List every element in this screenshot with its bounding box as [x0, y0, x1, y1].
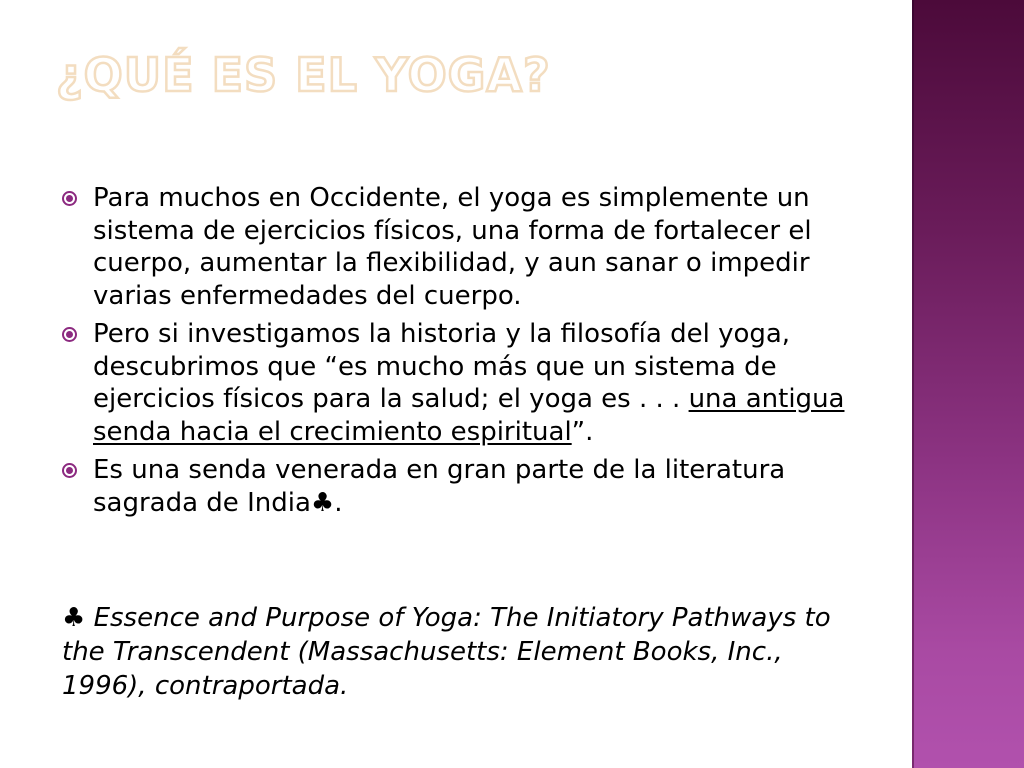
bullet-text-3-after: .	[334, 487, 343, 518]
bullet-text-2-underlined: una antigua senda hacia el crecimiento espiritual	[93, 384, 845, 447]
bullet-item-2	[62, 318, 852, 448]
footnote-text: Essence and Purpose of Yoga: The Initiatory Pathways to the Transcendent (Massachusetts: Element Books, Inc., 1996), contraportada.	[62, 603, 831, 701]
slide-title: ¿QUÉ ES EL YOGA?	[56, 48, 551, 102]
bullet-text-2-after: ”.	[571, 416, 594, 447]
club-icon: ♣	[310, 487, 335, 518]
sidebar-edge	[912, 0, 914, 768]
bullet-list	[62, 182, 852, 525]
bullet-text-1: Para muchos en Occidente, el yoga es simplemente un sistema de ejercicios físicos, una forma de fortalecer el cuerpo, aumentar la flexibilidad, y aun sanar o impedir varias enfermedades del cuerpo.	[93, 183, 812, 311]
bullet-item-3	[62, 454, 852, 519]
decorative-sidebar	[912, 0, 1024, 768]
bullet-item-1	[62, 182, 852, 312]
footnote	[62, 601, 852, 703]
circle-bullet-icon	[62, 191, 77, 206]
bullet-text-3-before: Es una senda venerada en gran parte de la literatura sagrada de India	[93, 455, 786, 518]
circle-bullet-icon	[62, 327, 77, 342]
club-icon: ♣	[62, 603, 86, 633]
circle-bullet-icon	[62, 463, 77, 478]
bullet-text-2-before: Pero si investigamos la historia y la filosofía del yoga, descubrimos que “es mucho más que un sistema de ejercicios físicos para la salud; el yoga es . . .	[93, 319, 791, 414]
